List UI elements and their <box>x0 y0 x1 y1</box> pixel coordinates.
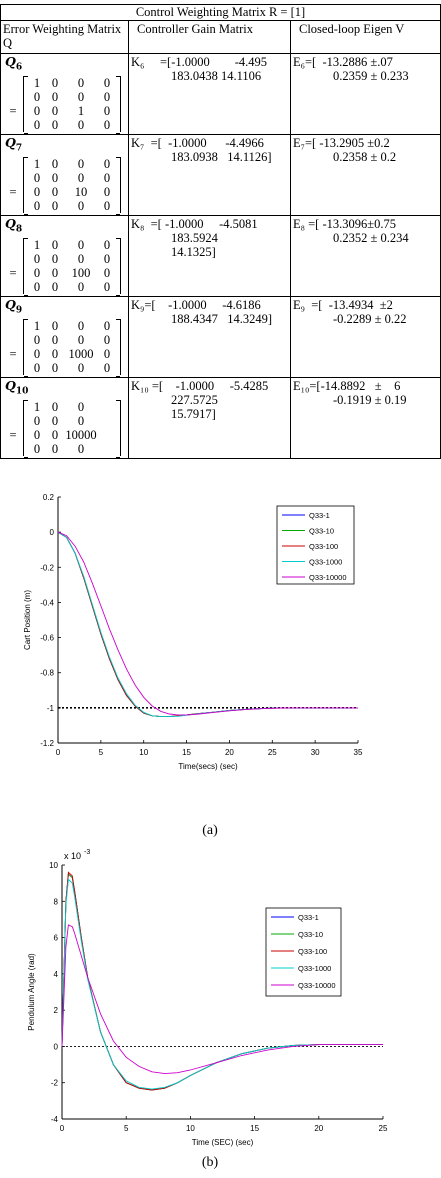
matrix-entry: 0 <box>51 399 59 414</box>
legend-entry: Q33-10000 <box>309 573 347 582</box>
y-tick-label: -0.8 <box>40 668 54 678</box>
x-tick-label: 30 <box>310 748 320 757</box>
y-axis-label: Cart Position (m) <box>23 589 32 651</box>
x-tick-label: 35 <box>353 748 363 757</box>
equals-sign: = <box>9 184 17 199</box>
matrix-entry: 0 <box>33 346 41 361</box>
matrix-entry: 0 <box>33 413 41 428</box>
matrix-entry: 0 <box>33 441 41 456</box>
y-tick-label: 4 <box>53 969 58 979</box>
weighting-cell <box>1 216 129 297</box>
matrix-entry: 0 <box>33 184 41 199</box>
gain-text: 188.4347 14.3249] <box>171 312 273 326</box>
gain-cell <box>129 378 291 459</box>
q-label: $Q_9$ <box>5 297 23 316</box>
y-axis-label: Pendulum Angle (rad) <box>27 953 36 1031</box>
q-matrix <box>23 76 121 132</box>
matrix-entry: 0 <box>103 156 111 171</box>
matrix-entry: 0 <box>51 265 59 280</box>
matrix-entry: 0 <box>51 332 59 347</box>
x-tick-label: 10 <box>139 748 149 757</box>
x-tick-label: 15 <box>182 748 192 757</box>
pendulum-angle-chart <box>0 849 420 1153</box>
matrix-entry: 1 <box>33 318 41 333</box>
table-row <box>1 54 441 135</box>
x-tick-label: 25 <box>267 748 277 757</box>
y-tick-label: 0 <box>49 528 54 538</box>
matrix-entry: 0 <box>51 237 59 252</box>
x-tick-label: 25 <box>378 1124 388 1133</box>
gain-cell <box>129 216 291 297</box>
gain-text: 183.0438 14.1106 <box>171 69 262 83</box>
matrix-entry: 0 <box>33 279 41 294</box>
table-row <box>1 378 441 459</box>
y-tick-label: 6 <box>53 933 58 943</box>
table-row <box>1 297 441 378</box>
legend-entry: Q33-100 <box>298 947 328 956</box>
gain-cell <box>129 135 291 216</box>
eigen-text: E₆=[ -13.2886 ±.07 <box>293 55 393 69</box>
matrix-entry: 0 <box>33 117 41 132</box>
matrix-entry: 0 <box>77 318 85 333</box>
matrix-entry: 1 <box>33 75 41 90</box>
x-tick-label: 20 <box>314 1124 324 1133</box>
matrix-entry: 1 <box>77 103 85 118</box>
eigen-text: 0.2352 ± 0.234 <box>333 231 409 245</box>
exponent-label: x 10 <box>64 851 82 861</box>
gain-text: 15.7917] <box>171 407 216 421</box>
matrix-entry <box>98 442 116 456</box>
equals-sign: = <box>9 346 17 361</box>
gain-text: K₁₀ =[ -1.0000 -5.4285 <box>131 379 269 393</box>
x-axis-label: Time (SEC) (sec) <box>191 1138 254 1147</box>
matrix-entry: 100 <box>71 265 91 280</box>
eigen-cell <box>291 297 441 378</box>
matrix-entry: 0 <box>33 360 41 375</box>
legend-entry: Q33-10000 <box>298 981 336 990</box>
x-tick-label: 5 <box>98 748 104 757</box>
weighting-cell <box>1 54 129 135</box>
weighting-cell <box>1 297 129 378</box>
cart-position-chart <box>0 485 420 795</box>
matrix-entry <box>98 428 116 442</box>
y-tick-label: -4 <box>50 1115 58 1124</box>
matrix-entry: 10000 <box>65 427 97 442</box>
matrix-entry: 0 <box>103 332 111 347</box>
eigen-cell <box>291 135 441 216</box>
equals-sign: = <box>9 103 17 118</box>
gain-table <box>0 4 441 459</box>
gain-text: 227.5725 <box>171 393 218 407</box>
matrix-entry: 0 <box>51 184 59 199</box>
table-row <box>1 135 441 216</box>
matrix-entry: 0 <box>103 360 111 375</box>
matrix-entry: 0 <box>33 198 41 213</box>
matrix-entry: 0 <box>77 170 85 185</box>
eigen-cell <box>291 54 441 135</box>
table-caption: Control Weighting Matrix R = [1] <box>1 5 441 21</box>
matrix-entry: 0 <box>103 318 111 333</box>
matrix-entry: 0 <box>51 103 59 118</box>
q-matrix <box>23 319 121 375</box>
y-tick-label: -0.4 <box>40 598 54 608</box>
figure-caption-a: (a) <box>202 823 218 838</box>
gain-text: K₉=[ -1.0000 -4.6186 <box>131 298 261 312</box>
matrix-entry: 0 <box>51 427 59 442</box>
matrix-entry: 0 <box>103 265 111 280</box>
matrix-entry: 0 <box>103 75 111 90</box>
legend-entry: Q33-1000 <box>309 557 343 567</box>
y-tick-label: -0.2 <box>40 563 54 573</box>
matrix-entry: 0 <box>77 413 85 428</box>
x-tick-label: 15 <box>250 1124 260 1133</box>
x-tick-label: 0 <box>59 1124 65 1133</box>
matrix-entry: 0 <box>33 265 41 280</box>
gain-cell <box>129 297 291 378</box>
gain-cell <box>129 54 291 135</box>
gain-text: K₆ =[-1.0000 -4.495 <box>131 55 268 69</box>
matrix-entry: 0 <box>77 117 85 132</box>
eigen-text: E₈ =[ -13.3096±0.75 <box>293 217 396 231</box>
q-matrix <box>23 238 121 294</box>
q-label: $Q_{10}$ <box>5 378 29 397</box>
matrix-entry: 0 <box>77 75 85 90</box>
gain-text: K₇ =[ -1.0000 -4.4966 <box>131 136 264 150</box>
matrix-entry: 0 <box>103 346 111 361</box>
matrix-entry: 0 <box>77 279 85 294</box>
matrix-entry <box>98 400 116 414</box>
x-tick-label: 20 <box>224 748 234 757</box>
eigen-text: -0.2289 ± 0.22 <box>333 312 407 326</box>
matrix-entry: 0 <box>51 198 59 213</box>
legend-entry: Q33-1000 <box>298 964 332 973</box>
matrix-entry: 0 <box>77 156 85 171</box>
eigen-text: 0.2358 ± 0.2 <box>333 150 397 164</box>
matrix-entry: 0 <box>51 156 59 171</box>
matrix-entry: 0 <box>103 103 111 118</box>
q-label: $Q_7$ <box>5 135 23 154</box>
matrix-entry: 1 <box>33 399 41 414</box>
matrix-entry: 0 <box>77 360 85 375</box>
matrix-entry: 0 <box>103 184 111 199</box>
matrix-entry: 0 <box>103 251 111 266</box>
y-tick-label: 0.2 <box>42 493 54 502</box>
matrix-entry: 0 <box>33 170 41 185</box>
eigen-text: E₇=[ -13.2905 ±0.2 <box>293 136 390 150</box>
matrix-entry: 0 <box>51 279 59 294</box>
header-eigen-values: Closed-loop Eigen V <box>291 21 441 54</box>
q-matrix <box>23 400 121 456</box>
legend-entry: Q33-1 <box>298 913 319 922</box>
matrix-entry: 0 <box>103 237 111 252</box>
matrix-entry: 0 <box>103 170 111 185</box>
header-error-weighting: Error Weighting Matrix Q <box>1 21 129 54</box>
x-tick-label: 0 <box>55 748 61 757</box>
legend-entry: Q33-1 <box>309 511 330 520</box>
table-row <box>1 216 441 297</box>
matrix-entry: 1 <box>33 156 41 171</box>
y-tick-label: -1 <box>46 703 54 713</box>
equals-sign: = <box>9 265 17 280</box>
matrix-entry: 0 <box>51 170 59 185</box>
y-tick-label: 2 <box>53 1006 58 1016</box>
eigen-text: -0.1919 ± 0.19 <box>333 393 407 407</box>
legend-entry: Q33-10 <box>309 526 335 536</box>
y-tick-label: 0 <box>53 1042 58 1052</box>
matrix-entry: 0 <box>77 198 85 213</box>
matrix-entry: 0 <box>33 332 41 347</box>
eigen-text: E₉ =[ -13.4934 ±2 <box>293 298 393 312</box>
q-label: $Q_6$ <box>5 54 23 73</box>
matrix-entry: 0 <box>51 413 59 428</box>
matrix-entry: 0 <box>51 251 59 266</box>
eigen-text: 0.2359 ± 0.233 <box>333 69 409 83</box>
y-tick-label: -0.6 <box>40 633 54 643</box>
matrix-entry: 0 <box>33 89 41 104</box>
matrix-entry: 0 <box>33 251 41 266</box>
gain-text: 14.1325] <box>171 245 216 259</box>
matrix-entry: 0 <box>103 117 111 132</box>
figure-caption-b: (b) <box>201 1155 219 1170</box>
matrix-entry: 0 <box>77 251 85 266</box>
matrix-entry: 0 <box>33 103 41 118</box>
matrix-entry <box>98 414 116 428</box>
y-tick-label: 8 <box>53 897 58 907</box>
matrix-entry: 0 <box>33 427 41 442</box>
matrix-entry: 0 <box>77 89 85 104</box>
x-tick-label: 5 <box>123 1124 129 1133</box>
q-label: $Q_8$ <box>5 216 23 235</box>
eigen-text: E₁₀=[-14.8892 ± 6 <box>293 379 401 393</box>
matrix-entry: 0 <box>51 346 59 361</box>
matrix-entry: 0 <box>77 237 85 252</box>
matrix-entry: 0 <box>51 360 59 375</box>
matrix-entry: 0 <box>103 89 111 104</box>
matrix-entry: 0 <box>103 198 111 213</box>
matrix-entry: 1000 <box>68 346 94 361</box>
q-matrix <box>23 157 121 213</box>
x-axis-label: Time(secs) (sec) <box>178 762 238 771</box>
matrix-entry: 0 <box>51 318 59 333</box>
weighting-cell <box>1 135 129 216</box>
matrix-entry: 0 <box>77 441 85 456</box>
legend-entry: Q33-10 <box>298 930 324 939</box>
gain-text: K₈ =[ -1.0000 -4.5081 <box>131 217 258 231</box>
matrix-entry: 10 <box>74 184 88 199</box>
matrix-entry: 0 <box>51 89 59 104</box>
equals-sign: = <box>9 427 17 442</box>
matrix-entry: 0 <box>77 332 85 347</box>
matrix-entry: 0 <box>51 117 59 132</box>
matrix-entry: 0 <box>51 75 59 90</box>
gain-text: 183.5924 <box>171 231 218 245</box>
weighting-cell <box>1 378 129 459</box>
y-tick-label: -2 <box>50 1078 58 1088</box>
matrix-entry: 1 <box>33 237 41 252</box>
matrix-entry: 0 <box>103 279 111 294</box>
eigen-cell <box>291 216 441 297</box>
matrix-entry: 0 <box>77 399 85 414</box>
matrix-entry: 0 <box>51 441 59 456</box>
header-controller-gain: Controller Gain Matrix <box>129 21 291 54</box>
legend-entry: Q33-100 <box>309 542 339 551</box>
x-tick-label: 10 <box>185 1124 195 1133</box>
exponent-power: -3 <box>84 849 91 856</box>
eigen-cell <box>291 378 441 459</box>
y-tick-label: -1.2 <box>40 739 54 748</box>
gain-text: 183.0938 14.1126] <box>171 150 272 164</box>
y-tick-label: 10 <box>49 861 58 870</box>
